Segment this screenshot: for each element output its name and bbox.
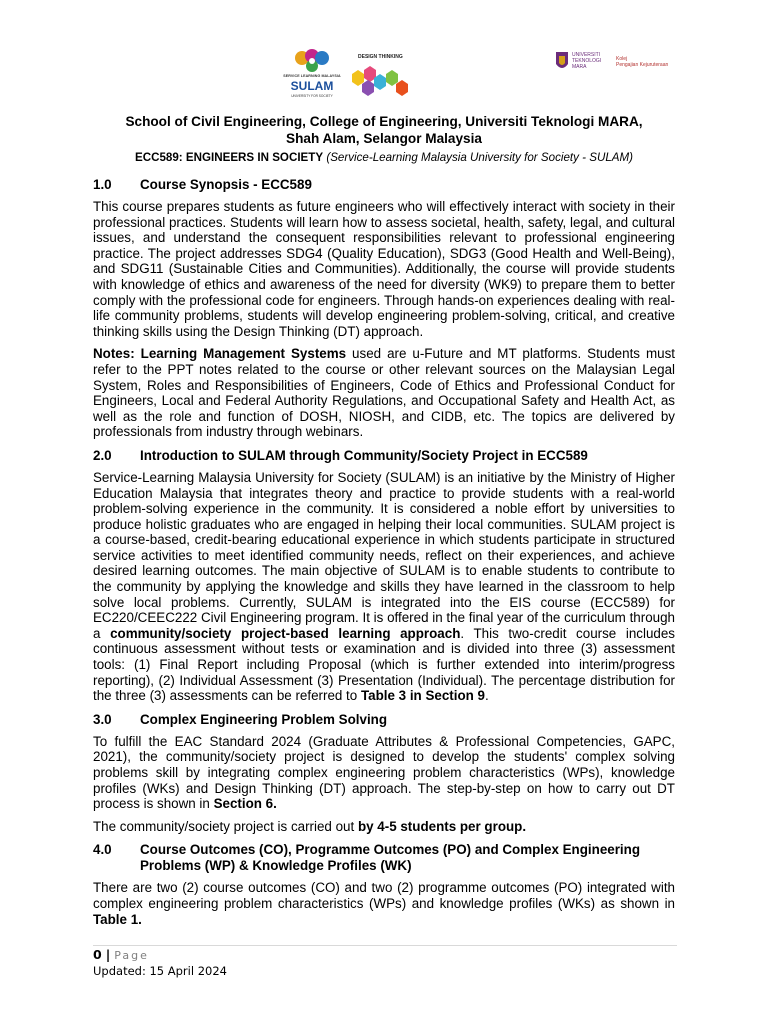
section-1-paragraph: This course prepares students as future engineers who will effectively interact with society in their professional practices. Students will learn how to assess societal, health, safety, legal, and cultural issues, and understand the consequent responsibilities relevant to professional engineering practice. The project addresses SDG4 (Quality Education), SDG3 (Good Health and Well-Being), and SDG11 (Sustainable Cities and Communities). Additionally, the course will provide students with knowledge of ethics and awareness of the need for diversity (WK9) to prepare them to better comply with the professional code for engineers. Through hands-on experiences dealing with real-life community problems, students will develop engineering problem-solving, critical, and creative thinking skills using the Design Thinking (DT) approach. bbox=[93, 199, 675, 339]
section-3-paragraph: To fulfill the EAC Standard 2024 (Graduate Attributes & Professional Competencies, GAPC, 2021), the community/society project is designed to develop the students' complex solving problems skill by integrating complex engineering problem characteristics (WPs), knowledge profiles (WKs) and Design Thinking (DT) approach. The step-by-step on how to carry out DT process is shown in Section 6. bbox=[93, 733, 675, 812]
page-number: 0 | Page bbox=[93, 947, 149, 962]
document-body bbox=[93, 113, 675, 934]
footer-divider bbox=[93, 945, 677, 946]
section-2-heading: 2.0 Introduction to SULAM through Community/Society Project in ECC589 bbox=[93, 447, 588, 463]
section-3-heading: 3.0 Complex Engineering Problem Solving bbox=[93, 711, 388, 727]
school-title-line1: School of Civil Engineering, College of Engineering, Universiti Teknologi MARA, bbox=[125, 114, 643, 129]
design-thinking-hexagons-icon bbox=[344, 60, 418, 104]
sulam-caption: SERVICE LEARNING MALAYSIA bbox=[283, 74, 341, 78]
section-2-paragraph: Service-Learning Malaysia University for Society (SULAM) is an initiative by the Ministry of Higher Education Malaysia that integrates theory and practice to provide students with a real-world problem-solving experience in the community. It is considered a noble effort by universities to produce holistic graduates who are engaged in helping their local communities. SULAM project is a course-based, credit-bearing educational experience in which students participate in structured service activities to meet identified community needs, reflect on their experiences, and achieve desired learning outcomes. The main objective of SULAM is to enable students to contribute to the community by applying the knowledge and skills they have learned in the classroom to help solve local problems. Currently, SULAM is integrated into the EIS course (ECC589) for EC220/CEEC222 Civil Engineering program. It is offered in the final year of the curriculum through a community/society project-based learning approach. This two-credit course includes continuous assessment without tests or examination and is divided into three (3) assessment tools: (1) Final Report including Proposal (which is further extended into interim/progress reporting), (2) Individual Assessment (3) Presentation (Individual). The percentage distribution for the three (3) assessments can be referred to Table 3 in Section 9. bbox=[93, 469, 675, 704]
course-description: (Service-Learning Malaysia University for Society - SULAM) bbox=[326, 151, 634, 164]
sulam-emblem-icon bbox=[282, 48, 342, 76]
sulam-logo bbox=[282, 48, 342, 100]
design-thinking-title: DESIGN THINKING bbox=[358, 54, 403, 60]
section-1-notes: Notes: Learning Management Systems used are u-Future and MT platforms. Students must refer to the PPT notes related to the course or other relevant sources on the Malaysian Legal System, Roles and Responsibilities of Engineers, Code of Ethics and Professional Conduct for Engineers, Local and Federal Authority Regulations, and Occupational Safety and Health Act, as well as the role and function of DOSH, NIOSH, and CIDB, etc. The topics are delivered by professionals from industry through webinars. bbox=[93, 346, 675, 440]
school-title-line2: Shah Alam, Selangor Malaysia bbox=[286, 131, 482, 146]
sulam-wordmark: SULAM bbox=[290, 79, 334, 93]
course-subtitle bbox=[93, 150, 675, 165]
design-thinking-logo bbox=[344, 54, 418, 104]
uitm-crest-icon bbox=[554, 50, 570, 74]
sulam-tagline: UNIVERSITY FOR SOCIETY bbox=[291, 94, 333, 98]
section-4-heading: 4.0 Course Outcomes (CO), Programme Outcomes (PO) and Complex Engineering Problems (WP) & Knowledge Profiles (WK) bbox=[93, 842, 641, 874]
kolej-name: Kolej Pengajian Kejuruteraan bbox=[616, 56, 669, 68]
section-1-heading: 1.0 Course Synopsis - ECC589 bbox=[93, 177, 312, 192]
section-3-group-size: The community/society project is carried out by 4-5 students per group. bbox=[93, 818, 527, 834]
header-logos bbox=[0, 44, 768, 106]
uitm-name: UNIVERSITI TEKNOLOGI MARA bbox=[572, 52, 602, 70]
uitm-logo bbox=[554, 50, 674, 84]
section-4-paragraph: There are two (2) course outcomes (CO) and two (2) programme outcomes (PO) integrated with complex engineering problem characteristics (WPs) and knowledge profiles (WKs) as shown in Table 1. bbox=[93, 880, 675, 927]
course-code: ECC589: ENGINEERS IN SOCIETY bbox=[134, 151, 324, 164]
updated-date: Updated: 15 April 2024 bbox=[93, 964, 227, 978]
